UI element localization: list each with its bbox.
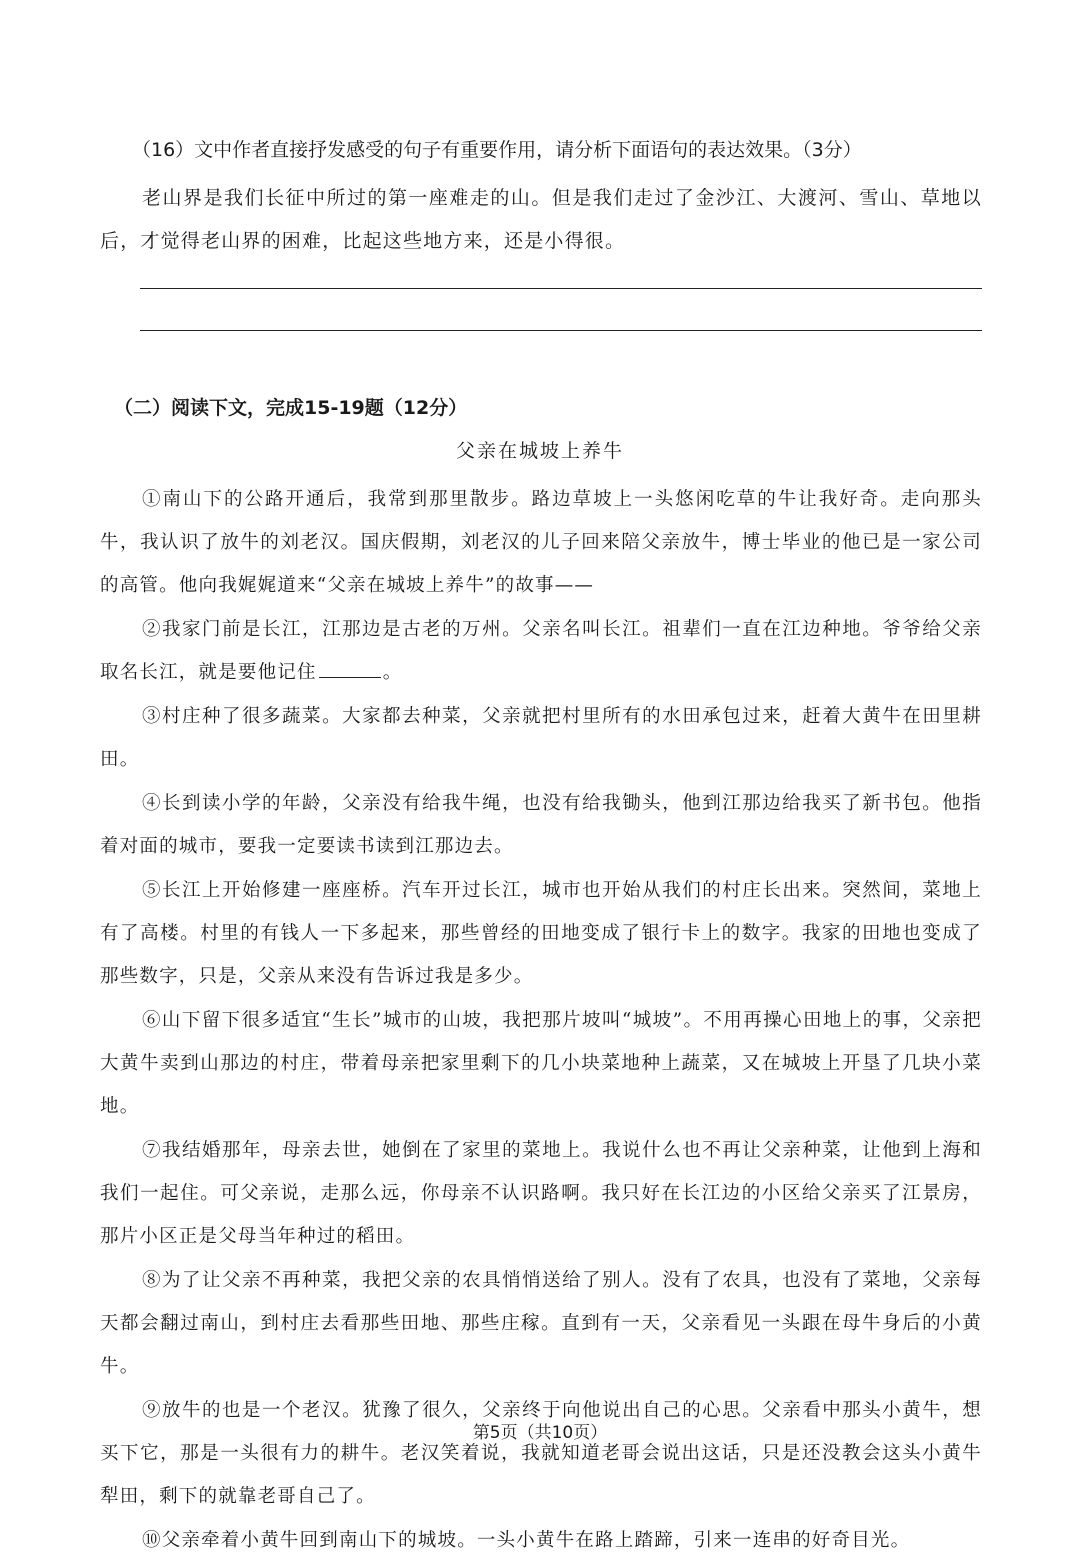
paragraph-3: ③村庄种了很多蔬菜。大家都去种菜，父亲就把村里所有的水田承包过来，赶着大黄牛在田里耕田。 [100, 706, 982, 770]
paragraph-7: ⑦我结婚那年，母亲去世，她倒在了家里的菜地上。我说什么也不再让父亲种菜，让他到上海和我们一起住。可父亲说，走那么远，你母亲不认识路啊。我只好在长江边的小区给父亲买了江景房，那片小区正是父母当年种过的稻田。 [100, 1140, 982, 1247]
page-number: 第5页（共10页） [472, 1423, 608, 1443]
question-16-quote: 老山界是我们长征中所过的第一座难走的山。但是我们走过了金沙江、大渡河、雪山、草地以后，才觉得老山界的困难，比起这些地方来，还是小得很。 [100, 187, 982, 252]
paragraph-9: ⑨放牛的也是一个老汉。犹豫了很久，父亲终于向他说出自己的心思。父亲看中那头小黄牛，想买下它，那是一头很有力的耕牛。老汉笑着说，我就知道老哥会说出这话，只是还没教会这头小黄牛犁田，剩下的就靠老哥自己了。 [100, 1400, 982, 1507]
question-16-prompt: （16）文中作者直接抒发感受的句子有重要作用，请分析下面语句的表达效果。（3分） [132, 139, 862, 161]
article-body [100, 478, 982, 1563]
paragraph-2-text: ②我家门前是长江，江那边是古老的万州。父亲名叫长江。祖辈们一直在江边种地。爷爷给父亲取名长江，就是要他记住 [100, 619, 982, 683]
paragraph-2 [100, 608, 982, 694]
article-title: 父亲在城坡上养牛 [455, 440, 624, 462]
fill-in-blank[interactable] [319, 663, 381, 678]
paragraph-8: ⑧为了让父亲不再种菜，我把父亲的农具悄悄送给了别人。没有了农具，也没有了菜地，父亲每天都会翻过南山，到村庄去看那些田地、那些庄稼。直到有一天，父亲看见一头跟在母牛身后的小黄牛。 [100, 1270, 982, 1377]
answer-line-2[interactable] [140, 330, 982, 331]
paragraph-1: ①南山下的公路开通后，我常到那里散步。路边草坡上一头悠闲吃草的牛让我好奇。走向那头牛，我认识了放牛的刘老汉。国庆假期，刘老汉的儿子回来陪父亲放牛，博士毕业的他已是一家公司的高管。他向我娓娓道来“父亲在城坡上养牛”的故事—— [100, 489, 982, 596]
paragraph-6: ⑥山下留下很多适宜“生长”城市的山坡，我把那片坡叫“城坡”。不用再操心田地上的事，父亲把大黄牛卖到山那边的村庄，带着母亲把家里剩下的几小块菜地种上蔬菜，又在城坡上开垦了几块小菜地。 [100, 1010, 982, 1117]
answer-line-1[interactable] [140, 288, 982, 289]
paragraph-2-end: 。 [382, 662, 403, 683]
section-title: （二）阅读下文，完成15-19题（12分） [114, 397, 468, 419]
paragraph-5: ⑤长江上开始修建一座座桥。汽车开过长江，城市也开始从我们的村庄长出来。突然间，菜地上有了高楼。村里的有钱人一下多起来，那些曾经的田地变成了银行卡上的数字。我家的田地也变成了那些数字，只是，父亲从来没有告诉过我是多少。 [100, 880, 982, 987]
paragraph-10: ⑩父亲牵着小黄牛回到南山下的城坡。一头小黄牛在路上踏蹄，引来一连串的好奇目光。 [142, 1530, 911, 1551]
paragraph-4: ④长到读小学的年龄，父亲没有给我牛绳，也没有给我锄头，他到江那边给我买了新书包。他指着对面的城市，要我一定要读书读到江那边去。 [100, 793, 982, 857]
